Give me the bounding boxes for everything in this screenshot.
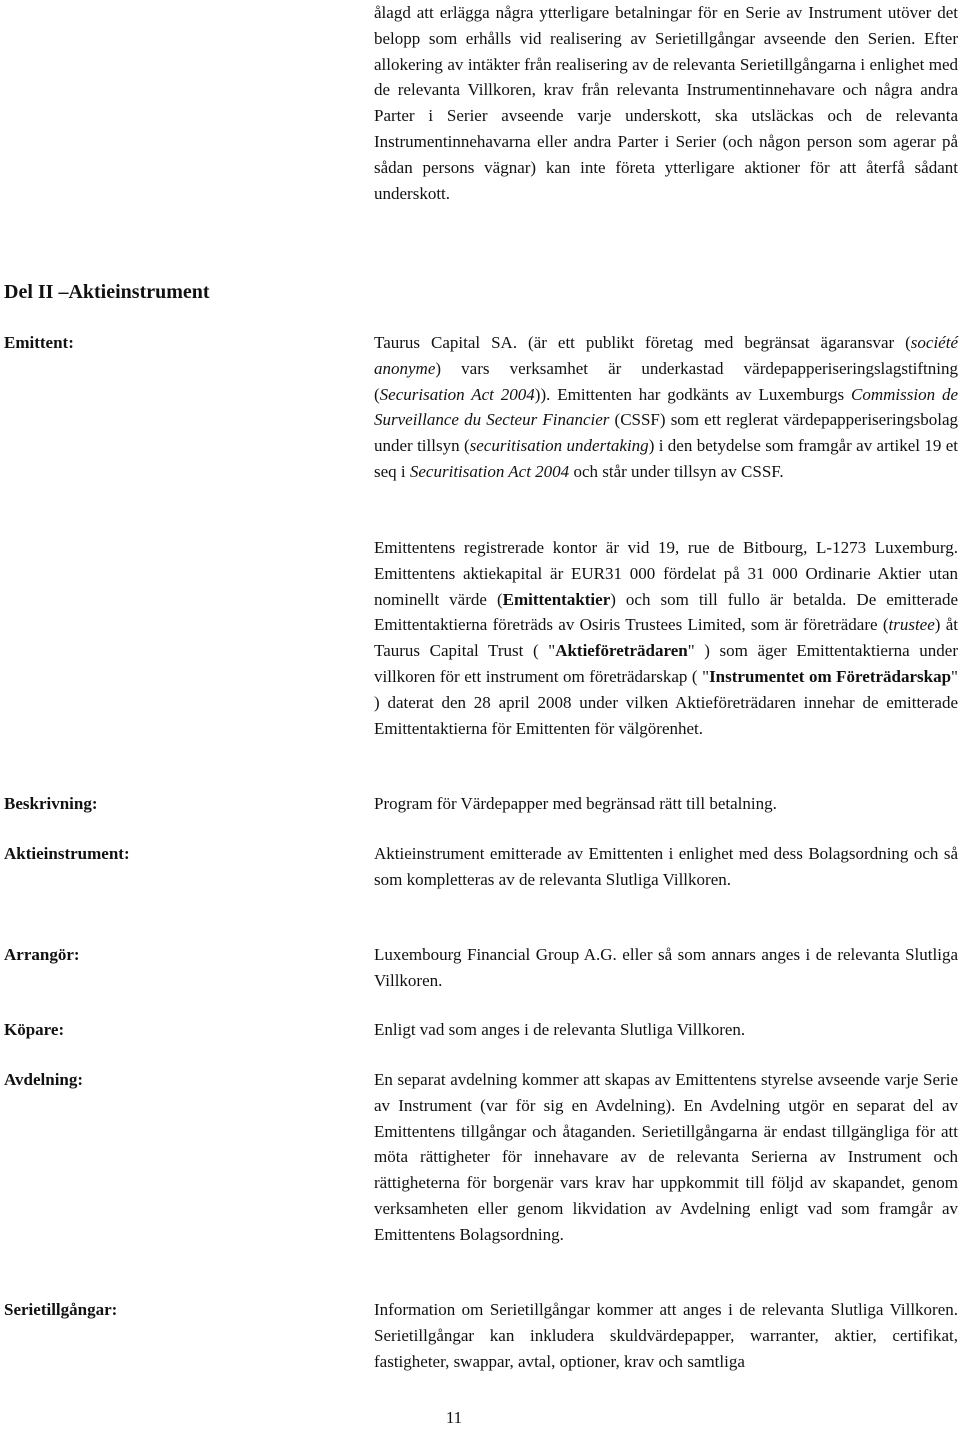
- aktieinstrument-text: Aktieinstrument emitterade av Emittenten i enlighet med dess Bolagsordning och så som kompletteras av de relevanta Slutliga Villkoren.: [374, 844, 958, 889]
- intro-paragraph: ålagd att erlägga några ytterligare betalningar för en Serie av Instrument utöver det belopp som erhålls vid realisering av Serietillgångar avseende den Serien. Efter allokering av intäkter från realisering av de relevanta Serietillgångarna i enlighet med de relevanta Villkoren, krav från relevanta Instrumentinnehavare och några andra Parter i Serier avseende varje underskott, ska utsläckas och de relevanta Instrumentinnehavarna eller andra Parter i Serier (och någon person som agerar på sådan persons vägnar) kan inte företa ytterligare aktioner för att återfå sådant underskott.: [374, 3, 958, 203]
- kopare-text: Enligt vad som anges i de relevanta Slutliga Villkoren.: [374, 1020, 746, 1039]
- emittent-label: Emittent:: [4, 333, 74, 352]
- section-heading: Del II –Aktieinstrument: [4, 281, 210, 303]
- italic-term: securitisation undertaking: [469, 436, 649, 456]
- aktieinstrument-label: Aktieinstrument:: [4, 844, 130, 863]
- italic-term: société anonyme: [374, 333, 958, 378]
- beskrivning-label: Beskrivning:: [4, 794, 98, 813]
- arrangor-label: Arrangör:: [4, 945, 80, 964]
- kopare-label: Köpare:: [4, 1020, 65, 1039]
- italic-term: Securisation Act 2004: [379, 384, 535, 404]
- defined-term: Instrumentet om Företrädarskap: [709, 666, 952, 686]
- emittent-paragraph-1: Taurus Capital SA. (är ett publikt företag med begränsat ägaransvar (société anonyme) vars verksamhet är underkastad värdepapperiseringslagstiftning (Securisation Act 2004)). Emittenten har godkänts av Luxemburgs Commission de Surveillance du Secteur Financier (CSSF) som ett reglerat värdepapperiseringsbolag under tillsyn (securitisation undertaking) i den betydelse som framgår av artikel 19 et seq i Securitisation Act 2004 och står under tillsyn av CSSF.: [374, 333, 958, 481]
- arrangor-text: Luxembourg Financial Group A.G. eller så som annars anges i de relevanta Slutliga Villkoren.: [374, 945, 958, 990]
- defined-term: Aktieföreträdaren: [555, 641, 688, 661]
- defined-term: Emittentaktier: [502, 589, 611, 609]
- beskrivning-text: Program för Värdepapper med begränsad rätt till betalning.: [374, 794, 777, 813]
- page-number: 11: [445, 1408, 463, 1427]
- avdelning-label: Avdelning:: [4, 1070, 84, 1089]
- italic-term: Commission de Surveillance du Secteur Financier: [374, 384, 958, 430]
- italic-term: Securitisation Act 2004: [409, 461, 570, 481]
- serietillgangar-text: Information om Serietillgångar kommer att anges i de relevanta Slutliga Villkoren. Serietillgångar kan inkludera skuldvärdepapper, warranter, aktier, certifikat, fastigheter, swappar, avtal, optioner, krav och samtliga: [374, 1300, 958, 1371]
- italic-term: trustee: [888, 615, 935, 635]
- emittent-paragraph-2: Emittentens registrerade kontor är vid 19, rue de Bitbourg, L-1273 Luxemburg. Emittentens aktiekapital är EUR31 000 fördelat på 31 000 Ordinarie Aktier utan nominellt värde (Emittentaktier) och som till fullo är betalda. De emitterade Emittentaktierna företräds av Osiris Trustees Limited, som är företrädare (trustee) åt Taurus Capital Trust ( "Aktieföreträdaren" ) som äger Emittentaktierna under villkoren för ett instrument om företrädarskap ( "Instrumentet om Företrädarskap" ) daterat den 28 april 2008 under vilken Aktieföreträdaren innehar de emitterade Emittentaktierna för Emittenten för välgörenhet.: [374, 538, 958, 738]
- serietillgangar-label: Serietillgångar:: [4, 1300, 118, 1319]
- avdelning-text: En separat avdelning kommer att skapas av Emittentens styrelse avseende varje Serie av Instrument (var för sig en Avdelning). En Avdelning utgör en separat del av Emittentens tillgångar och åtaganden. Serietillgångarna är endast tillgängliga för att möta rättigheter för innehavare av de relevanta Serierna av Instrument och rättigheterna för borgenär vars krav har uppkommit till följd av skapandet, genom verksamheten eller genom likvidation av Avdelning enligt vad som framgår av Emittentens Bolagsordning.: [374, 1070, 958, 1244]
